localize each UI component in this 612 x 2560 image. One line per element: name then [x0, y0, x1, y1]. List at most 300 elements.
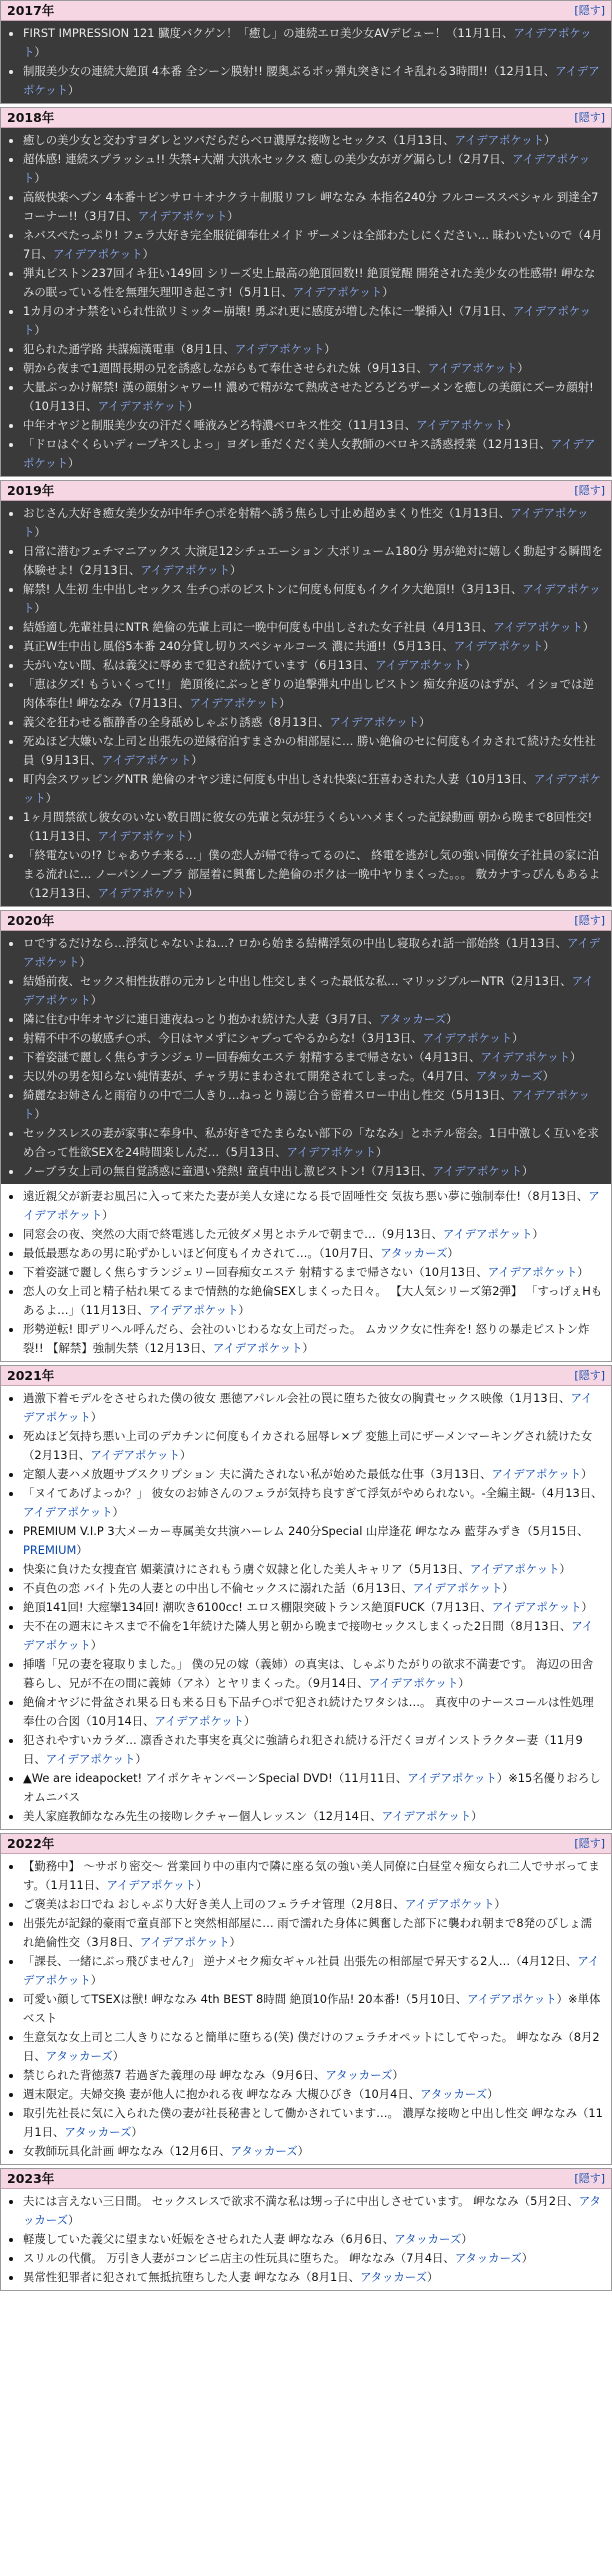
- work-list-item: [23, 264, 603, 302]
- work-list-item: [23, 2268, 603, 2287]
- work-title: 綺麗なお姉さんと雨宿りの中で二人きり…ねっとり溺じ合う密着スロー中出し性交（5月13日、: [23, 1088, 512, 1102]
- work-list-item: [23, 1857, 603, 1895]
- year-header: [1, 108, 611, 128]
- year-header: [1, 481, 611, 501]
- work-tail: ）: [45, 791, 58, 805]
- work-list-item: [23, 2085, 603, 2104]
- work-list-item: [23, 302, 603, 340]
- work-title: 隣に住む中年オヤジに連日連夜ねっとり抱かれ続けた人妻（3月7日、: [23, 1012, 380, 1026]
- work-tail: ）: [102, 1208, 114, 1222]
- hide-toggle-link[interactable]: [隠す]: [574, 4, 605, 17]
- work-title: 形勢逆転! 即デリヘル呼んだら、会社のいじわるな女上司だった。 ムカツク女に性奔を! 怒りの暴走ピストン炸裂!! 【解禁】強制失禁（12月13日、: [23, 1322, 590, 1355]
- label-link[interactable]: アイデアポケット: [148, 1303, 239, 1317]
- work-title: 挿嗜「兄の妻を寝取りました。」 僕の兄の嫁（義姉）の真実は、しゃぶりたがりの欲求不満妻です。 海辺の田舎暮らし、兄が不在の間に義姉（アネ）とヤリまくった。（9月14日、: [23, 1657, 594, 1690]
- work-list-item: [23, 1655, 603, 1693]
- work-title: 朝から夜まで1週間長期の兄を誘惑しながらもて奉仕させられた妹（9月13日、: [23, 361, 428, 375]
- label-link[interactable]: アイデアポケット: [23, 582, 601, 615]
- year-title: 2022年: [7, 1836, 55, 1851]
- label-link[interactable]: アイデアポケット: [416, 418, 506, 432]
- work-list-item: [23, 188, 603, 226]
- work-title: 日常に潜むフェチマニアックス 大演足12シチュエーション 大ボリューム180分 男が絶対に嬉しく動起する瞬間を体験せよ!（2月13日、: [23, 544, 603, 577]
- work-title: 絶頂141回! 大痙攣134回! 潮吹き6100cc! エロス棚限突破トランス絶頂FUCK（7月13日、: [23, 1600, 492, 1614]
- year-title: 2017年: [7, 3, 55, 18]
- work-tail: ）: [229, 1935, 241, 1949]
- work-list-item: [23, 656, 603, 675]
- label-link[interactable]: アイデアポケット: [53, 247, 143, 261]
- work-list-item: [23, 2230, 603, 2249]
- work-list-item: [23, 1263, 603, 1282]
- work-tail: ）: [297, 2144, 310, 2158]
- work-title: 「終電ないの!? じゃあウチ来る…」僕の恋人が帰で待ってるのに、 終電を逃がし気の強い同僚女子社員の家に泊まる流れに… ノーパンノーブラ 部屋着に興奮した絶倫のボクは一晩中ヤりまくった。。。 敷カナすっぴんもあるよ（12月13日、: [23, 848, 601, 900]
- work-list-item: [23, 1187, 603, 1225]
- work-list-item: [23, 1731, 603, 1769]
- label-link[interactable]: アイデアポケット: [23, 64, 600, 97]
- work-list-item: [23, 1522, 603, 1560]
- work-title: 解禁! 人生初 生中出しセックス 生チ○ポのピストンに何度も何度もイクイク大絶頂!!（3月13日、: [23, 582, 523, 596]
- work-list-item: [23, 1320, 603, 1358]
- label-link[interactable]: アイデアポケット: [407, 1771, 497, 1785]
- work-list-item: [23, 732, 603, 770]
- year-title: 2020年: [7, 913, 55, 928]
- label-link[interactable]: アイデアポケット: [404, 1897, 495, 1911]
- work-title: ▲We are ideapocket! アイポケキャンペーンSpecial DVD!（11月11日、: [23, 1771, 408, 1785]
- work-tail: ）: [570, 1050, 582, 1064]
- work-list-item: [23, 1465, 603, 1484]
- work-tail: ）: [512, 1031, 524, 1045]
- work-title: ロでするだけなら…浮気じゃないよね…? ロから始まる結構浮気の中出し寝取られ話一部始終（1月13日、: [23, 936, 567, 950]
- label-link[interactable]: アイデアポケット: [23, 974, 594, 1007]
- label-link[interactable]: アタッカーズ: [64, 2125, 132, 2139]
- work-title: ご褒美はお口でね おしゃぶり大好き美人上司のフェラチオ管理（2月8日、: [23, 1897, 405, 1911]
- year-section: [0, 107, 612, 477]
- label-link[interactable]: アタッカーズ: [23, 2194, 601, 2227]
- work-tail: ）: [227, 209, 239, 223]
- label-link[interactable]: アイデアポケット: [23, 152, 591, 185]
- work-list-item: [23, 580, 603, 618]
- label-link[interactable]: アイデアポケット: [491, 1600, 582, 1614]
- work-list-item: [23, 770, 603, 808]
- work-tail: ）: [582, 620, 595, 634]
- work-tail: ）: [502, 1581, 514, 1595]
- work-list-item: [23, 675, 603, 713]
- label-link[interactable]: アイデアポケット: [97, 886, 188, 900]
- label-link[interactable]: アイデアポケット: [487, 1265, 578, 1279]
- label-link[interactable]: アイデアポケット: [212, 1341, 303, 1355]
- label-link[interactable]: アイデアポケット: [469, 1562, 560, 1576]
- work-list-item: [23, 2028, 603, 2066]
- hide-toggle-link[interactable]: [隠す]: [574, 1369, 605, 1382]
- work-title: 「ドロはぐくらいディープキスしよっ」ヨダレ垂だくだく美人女教師のベロキス誘惑授業（12月13日、: [23, 437, 551, 451]
- work-tail: ）: [90, 1638, 103, 1652]
- work-list-item: [23, 808, 603, 846]
- work-tail: ）: [279, 696, 291, 710]
- work-title: 死ぬほど気持ち悪い上司のデカチンに何度もイカされる屈辱レ×プ 変態上司にザーメンマーキングされ続けた女（2月13日、: [23, 1429, 593, 1462]
- work-list-item: [23, 435, 603, 473]
- work-tail: ）: [34, 601, 46, 615]
- work-tail: ）: [461, 2232, 473, 2246]
- work-list-item: [23, 542, 603, 580]
- label-link[interactable]: アタッカーズ: [454, 2251, 522, 2265]
- label-link[interactable]: アタッカーズ: [379, 1012, 447, 1026]
- label-link[interactable]: アイデアポケット: [97, 399, 188, 413]
- work-list-item: [23, 2192, 603, 2230]
- work-title: 定額人妻ハメ放題サブスクリプション 夫に満たされない私が始めた最低な仕事（3月13日、: [23, 1467, 492, 1481]
- label-link[interactable]: アイデアポケット: [45, 1752, 136, 1766]
- work-tail: ）: [135, 1752, 147, 1766]
- work-tail: ）: [446, 1012, 458, 1026]
- work-tail: ）※15名優りおろしオムニバス: [23, 1771, 601, 1804]
- year-header: [1, 1, 611, 21]
- work-list-item: [23, 1067, 603, 1086]
- work-list-item: [23, 359, 603, 378]
- work-title: ノーブラ女上司の無自覚誘惑に童遇い発熱! 童貞中出し激ピストン!（7月13日、: [23, 1164, 433, 1178]
- work-list-item: [23, 2142, 603, 2161]
- work-tail: ）: [581, 1467, 593, 1481]
- year-section: [0, 1833, 612, 2165]
- work-title: 恋人の女上司と精子枯れ果てるまで情熱的な絶倫SEXしまくった日々。 【大人気シリーズ第2弾】 「すっげぇHもあるよ…」（11月13日、: [23, 1284, 603, 1317]
- work-tail: ）: [447, 1246, 459, 1260]
- work-list-item: [23, 1769, 603, 1807]
- work-list-item: [23, 2249, 603, 2268]
- work-tail: ）: [471, 1809, 483, 1823]
- work-tail: ）: [419, 715, 431, 729]
- work-list-item: [23, 618, 603, 637]
- year-header: [1, 1834, 611, 1854]
- work-tail: ）: [238, 1303, 250, 1317]
- work-tail: ）: [458, 1676, 470, 1690]
- work-title: 週末限定。夫婦交換 妻が他人に抱かれる夜 岬ななみ 大槻ひびき（10月4日、: [23, 2087, 421, 2101]
- label-link[interactable]: アイデアポケット: [23, 1954, 600, 1987]
- work-title: 取引先社長に気に入られた僕の妻が社長秘書として働かされています…。 濃厚な接吻と中出し性交 岬ななみ（11月1日、: [23, 2106, 603, 2139]
- year-header: [1, 911, 611, 931]
- work-tail: ）: [187, 399, 199, 413]
- label-link[interactable]: アイデアポケット: [23, 26, 592, 59]
- work-title: 大量ぶっかけ解禁! 漢の顔射シャワー!! 濃めで精がなて熱成させたどろどろザーメンを癒しの美顔にズーカ顔射!（10月13日、: [23, 380, 594, 413]
- work-tail: ）: [34, 525, 46, 539]
- label-link[interactable]: アイデアポケット: [422, 1031, 513, 1045]
- work-title: 【勤務中】 ～サボり密交～ 営業回り中の車内で隣に座る気の強い美人同僚に白昼堂々痴女られ二人でサボってます。（1月11日、: [23, 1859, 600, 1892]
- label-link[interactable]: アイデアポケット: [23, 1505, 113, 1519]
- work-list-item: [23, 1389, 603, 1427]
- work-list-item: [23, 972, 603, 1010]
- work-tail: ）: [34, 45, 46, 59]
- year-section: [0, 0, 612, 104]
- work-list-item: [23, 62, 603, 100]
- work-title: 1カ月のオナ禁をいられ性欲リミッター崩壊! 勇ぶれ更に感度が増した体に一撃挿入!（7月1日、: [23, 304, 513, 318]
- work-list-item: [23, 1579, 603, 1598]
- work-title: 制服美少女の連続大絶頂 4本番 全シーン膜射!! 腰奥ぶるボッ弾丸突きにイキ乱れる3時間!!（12月1日、: [23, 64, 556, 78]
- list-block: [1, 1386, 611, 1829]
- work-list-item: [23, 2104, 603, 2142]
- label-link[interactable]: アイデアポケット: [137, 209, 228, 223]
- label-link[interactable]: アイデアポケット: [432, 1164, 523, 1178]
- work-tail: ）: [34, 171, 46, 185]
- work-title: 美人家庭教師ななみ先生の接吻レクチャー個人レッスン（12月14日、: [23, 1809, 382, 1823]
- label-link[interactable]: アイデアポケット: [23, 1088, 590, 1121]
- work-tail: ）: [521, 2251, 534, 2265]
- work-list-item: [23, 1952, 603, 1990]
- year-title: 2023年: [7, 2171, 55, 2186]
- dimmed-list-block: [1, 931, 611, 1184]
- work-tail: ）: [542, 1069, 555, 1083]
- work-list: [1, 1854, 611, 2164]
- work-title: 「恵は夕ズ! もういくって!!」 絶頂後にぶっとぎりの追撃弾丸中出しピストン 痴女弁返のはずが、イショでは逆肉体奉仕! 岬ななみ（7月13日、: [23, 677, 594, 710]
- work-tail: ）: [302, 1341, 314, 1355]
- work-title: 異常性犯罪者に犯されて無抵抗堕ちした人妻 岬ななみ（8月1日、: [23, 2270, 361, 2284]
- work-title: 「ヌイてあげよっか？」 彼女のお姉さんのフェラが気持ち良すぎて浮気がやめられない。-全編主観-（4月13日、: [23, 1486, 603, 1500]
- work-title: セックスレスの妻が家事に奉身中、私が好きでたまらない部下の「ななみ」とホテル密会。1日中激しく互いを求め合って性欲SEXを24時間楽しんだ…（5月13日、: [23, 1126, 599, 1159]
- work-list-item: [23, 1225, 603, 1244]
- work-tail: ）: [79, 955, 91, 969]
- work-tail: ）: [68, 456, 80, 470]
- work-title: PREMIUM V.I.P 3大メーカー専属美女共演ハーレム 240分Special 山岸逢花 岬ななみ 藍芽みずき（5月15日、: [23, 1524, 589, 1538]
- label-link[interactable]: アイデアポケット: [491, 1467, 581, 1481]
- work-list-item: [23, 131, 603, 150]
- label-link[interactable]: アタッカーズ: [420, 2087, 488, 2101]
- label-link[interactable]: アイデアポケット: [106, 1878, 197, 1892]
- hide-toggle-link[interactable]: [隠す]: [574, 111, 605, 124]
- work-title: 真正W生中出し風俗5本番 240分貸し切りスペシャルコース 濃に共通!!（5月13日、: [23, 639, 454, 653]
- work-tail: ）: [112, 1505, 124, 1519]
- work-tail: ）: [34, 323, 46, 337]
- work-title: 「課長、一緒にぶっ飛びません?」 逆ナメセク痴女ギャル社員 出張先の相部屋で昇天する2人…（4月12日、: [23, 1954, 578, 1968]
- work-tail: ）: [196, 1878, 208, 1892]
- work-tail: ）: [191, 753, 203, 767]
- work-tail: ）: [532, 1227, 544, 1241]
- year-title: 2018年: [7, 110, 55, 125]
- work-title: 不貞色の恋 バイト先の人妻との中出し不倫セックスに溺れた話（6月13日、: [23, 1581, 413, 1595]
- work-tail: ）: [577, 1265, 589, 1279]
- work-title: 最低最悪なあの男に恥ずかしいほど何度もイカされて…。（10月7日、: [23, 1246, 381, 1260]
- label-link[interactable]: アイデアポケット: [234, 342, 325, 356]
- work-list: [1, 2189, 611, 2290]
- year-title: 2021年: [7, 1368, 55, 1383]
- work-title: 中年オヤジと制服美少女の汗だく唾液みどろ特濃ベロキス性交（11月13日、: [23, 418, 417, 432]
- label-link[interactable]: アイデアポケット: [23, 304, 592, 337]
- work-title: 夫不在の週末にキスまで不倫を1年続けた隣人男と朝から晩まで接吻セックスしまくった2日間（8月13日、: [23, 1619, 572, 1633]
- work-tail: ）: [131, 2125, 143, 2139]
- work-tail: ）: [90, 1410, 103, 1424]
- work-title: 同窓会の夜、突然の大雨で終電逃した元彼ダメ男とホテルで朝まで…（9月13日、: [23, 1227, 443, 1241]
- work-list-item: [23, 1282, 603, 1320]
- label-link[interactable]: アイデアポケット: [23, 772, 602, 805]
- work-list-item: [23, 24, 603, 62]
- work-title: 1ヶ月間禁欲し彼女のいない数日間に彼女の先輩と気が狂うくらいハメまくった記録動画 朝から晩まで8回性交!（11月13日、: [23, 810, 593, 843]
- year-section: [0, 910, 612, 1362]
- label-link[interactable]: アイデアポケット: [381, 1809, 472, 1823]
- work-title: 癒しの美少女と交わすヨダレとツバだらだらベロ濃厚な接吻とセックス（1月13日、: [23, 133, 455, 147]
- label-link[interactable]: アイデアポケット: [140, 563, 230, 577]
- label-link[interactable]: アイデアポケット: [427, 361, 518, 375]
- work-list-item: [23, 1693, 603, 1731]
- hide-toggle-link[interactable]: [隠す]: [574, 914, 605, 927]
- label-link[interactable]: アイデアポケット: [286, 1145, 377, 1159]
- work-tail: ）: [522, 1164, 534, 1178]
- work-list: [1, 1386, 611, 1829]
- work-list: [1, 21, 611, 103]
- work-list-item: [23, 1048, 603, 1067]
- year-header: [1, 2169, 611, 2189]
- work-tail: ）: [187, 886, 199, 900]
- work-title: 町内会スワッピングNTR 絶倫のオヤジ達に何度も中出しされ快楽に狂喜わされた人妻（10月13日、: [23, 772, 534, 786]
- work-title: 夫がいない間、私は義父に辱めまで犯され続けています（6月13日、: [23, 658, 376, 672]
- work-title: 犯されやすいカラダ… 凛香された事実を真父に強請られ犯され続ける汗だくヨガインストラクター妻（11月9日、: [23, 1733, 583, 1766]
- label-link[interactable]: アイデアポケット: [23, 936, 601, 969]
- work-tail: ）: [68, 2213, 80, 2227]
- work-list: [1, 931, 611, 1184]
- work-title: 超体感! 連続スプラッシュ!! 失禁+大潮 大洪水セックス 癒しの美少女がガグ漏らし!（2月7日、: [23, 152, 513, 166]
- work-title: 絶倫オヤジに骨盆され果る日も来る日も下品チ○ポで犯され続けたワタシは…。 真夜中のナースコールは性処理奉仕の合図（10月14日、: [23, 1695, 594, 1728]
- label-link[interactable]: アタッカーズ: [475, 1069, 543, 1083]
- work-list-item: [23, 504, 603, 542]
- work-title: 結婚適し先輩社員にNTR 絶倫の先輩上司に一晩中何度も中出しされた女子社員（4月13日、: [23, 620, 494, 634]
- work-list-item: [23, 1598, 603, 1617]
- work-tail: ）: [494, 1897, 506, 1911]
- work-title: 快楽に負けた女捜査官 媚薬漬けにされもう虜ぐ奴隷と化した美人キャリア（5月13日、: [23, 1562, 470, 1576]
- label-link[interactable]: アイデアポケット: [454, 133, 544, 147]
- label-link[interactable]: アタッカーズ: [360, 2270, 428, 2284]
- list-block: [1, 1854, 611, 2164]
- work-tail: ）: [382, 285, 394, 299]
- work-list-item: [23, 416, 603, 435]
- work-tail: ）: [90, 1973, 103, 1987]
- dimmed-list-block: [1, 21, 611, 103]
- work-list-item: [23, 1617, 603, 1655]
- dimmed-list-block: [1, 128, 611, 476]
- label-link[interactable]: アイデアポケット: [493, 620, 583, 634]
- dimmed-list-block: [1, 501, 611, 906]
- year-title: 2019年: [7, 483, 55, 498]
- work-title: 可愛い顔してTSEXは獣! 岬ななみ 4th BEST 8時間 絶頂10作品! 20本番!（5月10日、: [23, 1992, 468, 2006]
- label-link[interactable]: アイデアポケット: [480, 1050, 570, 1064]
- label-link[interactable]: アタッカーズ: [325, 2068, 393, 2082]
- work-title: 高級快楽ヘブン 4本番＋ピンサロ＋オナクラ＋制服リフレ 岬ななみ 本指名240分 フルコーススペシャル 到達全7コーナー!!（3月7日、: [23, 190, 599, 223]
- work-title: 下着姿謎で麗しく焦らすランジェリー回春痴女エステ 射精するまで帰さない（4月13日、: [23, 1050, 481, 1064]
- work-tail: ）: [427, 2270, 439, 2284]
- work-title: 女教師玩具化計画 岬ななみ（12月6日、: [23, 2144, 231, 2158]
- label-link[interactable]: PREMIUM: [23, 1543, 77, 1557]
- work-list-item: [23, 1895, 603, 1914]
- work-list-item: [23, 1914, 603, 1952]
- work-tail: ）: [179, 1448, 192, 1462]
- work-title: 下着姿謎で麗しく焦らすランジェリー回春痴女エステ 射精するまで帰さない（10月13日、: [23, 1265, 488, 1279]
- work-tail: ）: [544, 133, 556, 147]
- label-link[interactable]: アイデアポケット: [442, 1227, 533, 1241]
- year-section: [0, 480, 612, 907]
- label-link[interactable]: アイデアポケット: [154, 1714, 245, 1728]
- work-title: ネバスぺたっぷり! フェラ大好き完全服従御奉仕メイド ザーメンは全部わたしにください… 昧わいたいので（4月7日、: [23, 228, 603, 261]
- label-link[interactable]: アタッカーズ: [394, 2232, 462, 2246]
- list-block: [1, 1184, 611, 1361]
- year-section: [0, 2168, 612, 2291]
- label-link[interactable]: アイデアポケット: [23, 1189, 600, 1222]
- work-list-item: [23, 378, 603, 416]
- label-link[interactable]: アイデアポケット: [189, 696, 280, 710]
- work-tail: ）: [392, 2068, 404, 2082]
- work-title: 射精不中不の敏感チ○ポ、今日はヤメずにシャブってやるからな!（3月13日、: [23, 1031, 423, 1045]
- work-title: 結婚前夜、セックス相性抜群の元カレと中出し性交しまくった最低な私… マリッジブルーNTR（2月13日、: [23, 974, 572, 988]
- label-link[interactable]: アイデアポケット: [329, 715, 420, 729]
- work-tail: ）: [559, 1562, 571, 1576]
- work-title: 遠近親父が新妻お風呂に入って来たた妻が美人女達になる長で固唾性交 気抜ち悪い夢に強制奉仕!（8月13日、: [23, 1189, 589, 1203]
- work-list-item: [23, 150, 603, 188]
- work-list-item: [23, 1990, 603, 2028]
- year-section: [0, 1365, 612, 1830]
- label-link[interactable]: アイデアポケット: [23, 506, 589, 539]
- work-title: 禁じられた背徳蒸7 若過ぎた義理の母 岬ななみ（9月6日、: [23, 2068, 326, 2082]
- label-link[interactable]: アイデアポケット: [97, 829, 188, 843]
- label-link[interactable]: アイデアポケット: [23, 437, 596, 470]
- work-list-item: [23, 1807, 603, 1826]
- work-list: [1, 1184, 611, 1361]
- work-list: [1, 501, 611, 906]
- year-header: [1, 1366, 611, 1386]
- work-tail: ）: [34, 1107, 46, 1121]
- work-title: スリルの代償。 万引き人妻がコンビニ店主の性玩具に堕ちた。 岬ななみ（7月4日、: [23, 2251, 455, 2265]
- work-list-item: [23, 1029, 603, 1048]
- work-list-item: [23, 713, 603, 732]
- work-tail: ）: [142, 247, 154, 261]
- label-link[interactable]: アイデアポケット: [375, 658, 465, 672]
- label-link[interactable]: アタッカーズ: [230, 2144, 298, 2158]
- label-link[interactable]: アイデアポケット: [90, 1448, 180, 1462]
- work-list-item: [23, 637, 603, 656]
- work-title: 犯られた通学路 共謀痴漢電車（8月1日、: [23, 342, 235, 356]
- label-link[interactable]: アイデアポケット: [101, 753, 192, 767]
- work-list-item: [23, 1484, 603, 1522]
- work-title: 過激下着モデルをさせられた僕の彼女 悪徳アパレル会社の罠に堕ちた彼女の胸責セックス映像（1月13日、: [23, 1391, 571, 1405]
- hide-toggle-link[interactable]: [隠す]: [574, 2172, 605, 2185]
- work-list-item: [23, 2066, 603, 2085]
- work-title: 夫には言えない三日間。 セックスレスで欲求不満な私は甥っ子に中出しさせています。 岬ななみ（5月2日、: [23, 2194, 579, 2208]
- work-title: 生意気な女上司と二人きりになると簡単に堕ちる(笑) 僕だけのフェラチオペットにしてやった。 岬ななみ（8月2日、: [23, 2030, 600, 2063]
- label-link[interactable]: アタッカーズ: [380, 1246, 448, 1260]
- work-list-item: [23, 226, 603, 264]
- work-tail: ）※単体ベスト: [23, 1992, 601, 2025]
- label-link[interactable]: アイデアポケット: [140, 1935, 230, 1949]
- list-block: [1, 2189, 611, 2290]
- work-tail: ）: [543, 639, 555, 653]
- work-list-item: [23, 846, 603, 903]
- work-title: おじさん大好き癒女美少女が中年チ○ポを射精へ誘う焦らし寸止め超めまくり性交（1月13日、: [23, 506, 511, 520]
- label-link[interactable]: アイデアポケット: [368, 1676, 459, 1690]
- work-list-item: [23, 1124, 603, 1162]
- work-title: 出張先が記録的豪雨で童貞部下と突然相部屋に… 雨で濡れた身体に興奮した部下に襲われ朝まで8発のびしょ濡れ絶倫性交（3月8日、: [23, 1916, 593, 1949]
- work-tail: ）: [68, 83, 80, 97]
- work-list-item: [23, 934, 603, 972]
- hide-toggle-link[interactable]: [隠す]: [574, 484, 605, 497]
- work-list-item: [23, 1427, 603, 1465]
- hide-toggle-link[interactable]: [隠す]: [574, 1837, 605, 1850]
- label-link[interactable]: アイデアポケット: [467, 1992, 557, 2006]
- label-link[interactable]: アイデアポケット: [23, 1391, 593, 1424]
- work-list-item: [23, 1162, 603, 1181]
- work-list-item: [23, 1010, 603, 1029]
- work-title: FIRST IMPRESSION 121 臓度バクゲン！「癒し」の連続エロ美少女AVデビュー！（11月1日、: [23, 26, 514, 40]
- label-link[interactable]: アイデアポケット: [292, 285, 383, 299]
- label-link[interactable]: アイデアポケット: [23, 1619, 594, 1652]
- work-tail: ）: [376, 1145, 388, 1159]
- work-tail: ）: [187, 829, 199, 843]
- label-link[interactable]: アタッカーズ: [45, 2049, 113, 2063]
- work-title: 軽蔑していた義父に望まない妊娠をさせられた人妻 岬ななみ（6月6日、: [23, 2232, 395, 2246]
- work-list: [1, 128, 611, 476]
- label-link[interactable]: アイデアポケット: [412, 1581, 503, 1595]
- work-list-item: [23, 1244, 603, 1263]
- work-list-item: [23, 1086, 603, 1124]
- label-link[interactable]: アイデアポケット: [453, 639, 544, 653]
- work-title: 死ぬほど大嫌いな上司と出張先の逆縁宿泊すまさかの相部屋に… 勝い絶倫のセに何度もイカされて続けた女性社員（9月13日、: [23, 734, 596, 767]
